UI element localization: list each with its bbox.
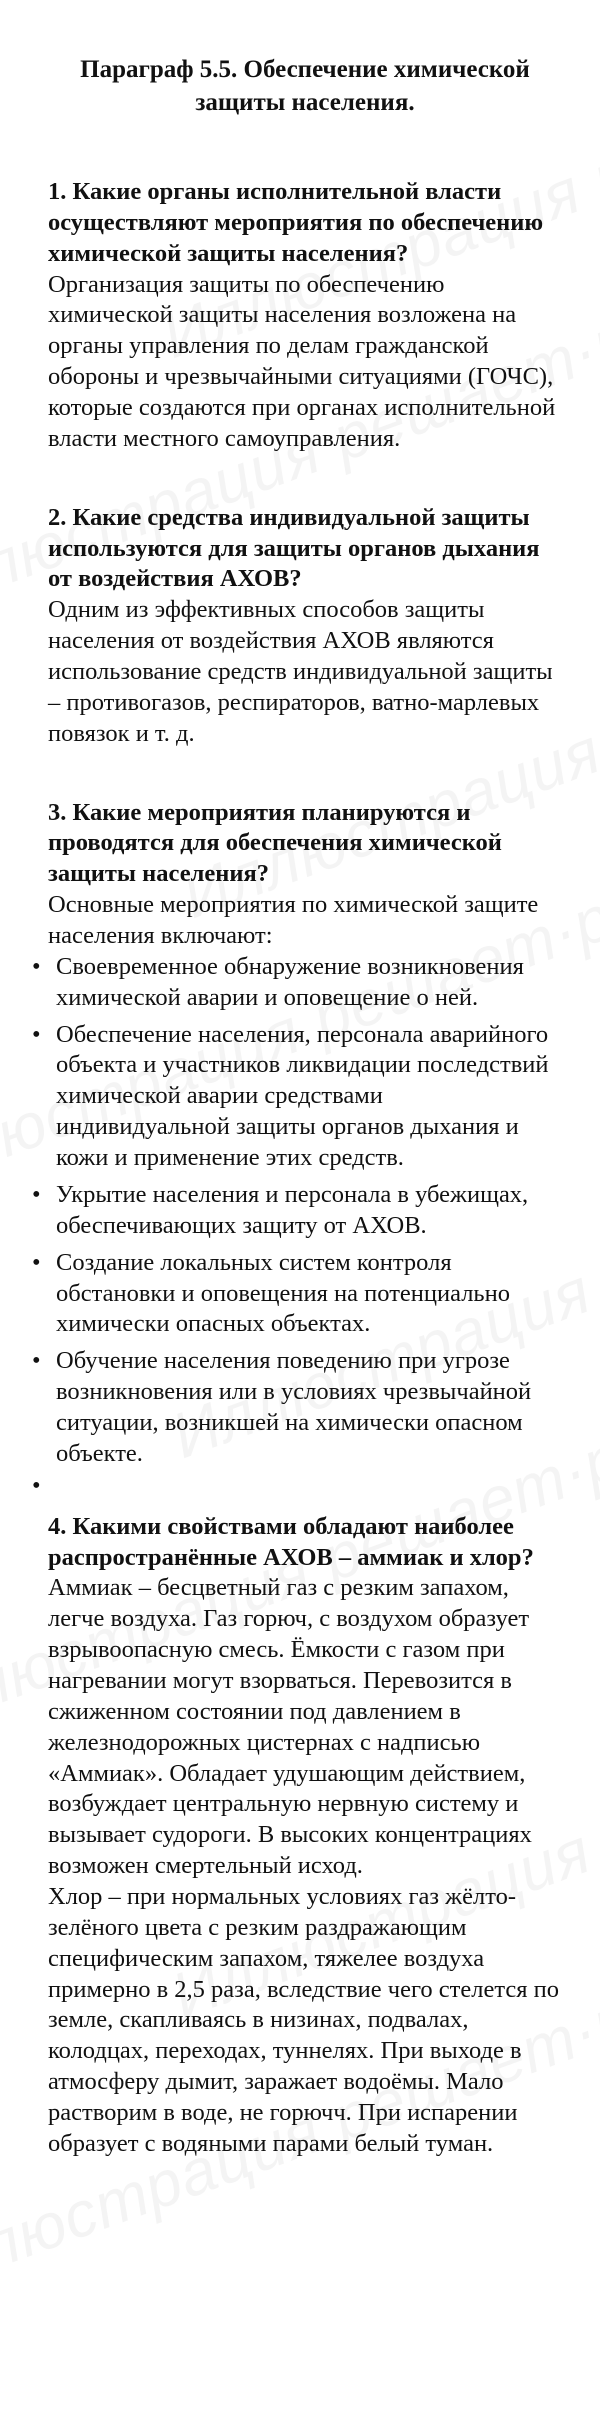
answer-text: [48, 270, 562, 455]
list-item: • Создание локальных систем контроля обстановки и оповещения на потенциально химически опасных объектах.: [48, 1248, 562, 1341]
answer-paragraph: Организация защиты по обеспечению химической защиты населения возложена на органы управления по делам гражданской обороны и чрезвычайными ситуациями (ГОЧС), которые создаются при органах исполнительной власти местного самоуправления.: [48, 270, 556, 452]
question-text: 2. Какие средства индивидуальной защиты используются для защиты органов дыхания от воздействия АХОВ?: [48, 503, 540, 593]
answer-text: [48, 595, 562, 749]
question-block: [48, 798, 562, 1502]
question-text: 3. Какие мероприятия планируются и проводятся для обеспечения химической защиты населения?: [48, 798, 502, 888]
answer-paragraph: Хлор – при нормальных условиях газ жёлто-зелёного цвета с резким раздражающим специфическим запахом, тяжелее воздуха примерно в 2,5 раза, вследствие чего стелется по земле, скапливаясь в низинах, подвалах, колодцах, переходах, туннелях. При выходе в атмосферу дымит, заражает водоёмы. Мало растворим в воде, не горючч. При испарении образует с водяными парами белый туман.: [48, 1882, 559, 2157]
question-block: [48, 503, 562, 750]
answer-intro: Основные мероприятия по химической защите населения включают:: [48, 891, 539, 950]
list-item: • Обеспечение населения, персонала аварийного объекта и участников ликвидации последствий химической аварии средствами индивидуальной защиты органов дыхания и кожи и применение этих средств.: [48, 1020, 562, 1174]
question-text: 4. Какими свойствами обладают наиболее распространённые АХОВ – аммиак и хлор?: [48, 1512, 534, 1571]
question-text: 1. Какие органы исполнительной власти осуществляют мероприятия по обеспечению химической защиты населения?: [48, 178, 544, 267]
answer-text: [48, 1573, 562, 2159]
question-block: [48, 1512, 562, 2160]
empty-list-item: [48, 1476, 562, 1502]
bullet-list: [48, 952, 562, 1470]
answer-paragraph: Аммиак – бесцветный газ с резким запахом, легче воздуха. Газ горюч, с воздухом образует взрывоопасную смесь. Ёмкости с газом при нагревании могут взорваться. Перевозится в сжиженном состоянии под давлением в железнодорожных цистернах с надписью «Аммиак». Обладает удушающим действием, возбуждает центральную нервную систему и вызывает судороги. В высоких концентрациях возможен смертельный исход.: [48, 1574, 532, 1880]
page-title: Параграф 5.5. Обеспечение химической защиты населения.: [80, 56, 530, 116]
answer-text: [48, 890, 562, 952]
list-item: • Обучение населения поведению при угрозе возникновения или в условиях чрезвычайной ситуации, возникшей на химически опасном объекте.: [48, 1346, 562, 1469]
list-item: • Укрытие населения и персонала в убежищах, обеспечивающих защиту от АХОВ.: [48, 1180, 562, 1242]
list-item: • Своевременное обнаружение возникновения химической аварии и оповещение о ней.: [48, 952, 562, 1014]
answer-paragraph: Одним из эффективных способов защиты населения от воздействия АХОВ являются использование средств индивидуальной защиты – противогазов, респираторов, ватно-марлевых повязок и т. д.: [48, 596, 553, 747]
question-block: [48, 177, 562, 455]
